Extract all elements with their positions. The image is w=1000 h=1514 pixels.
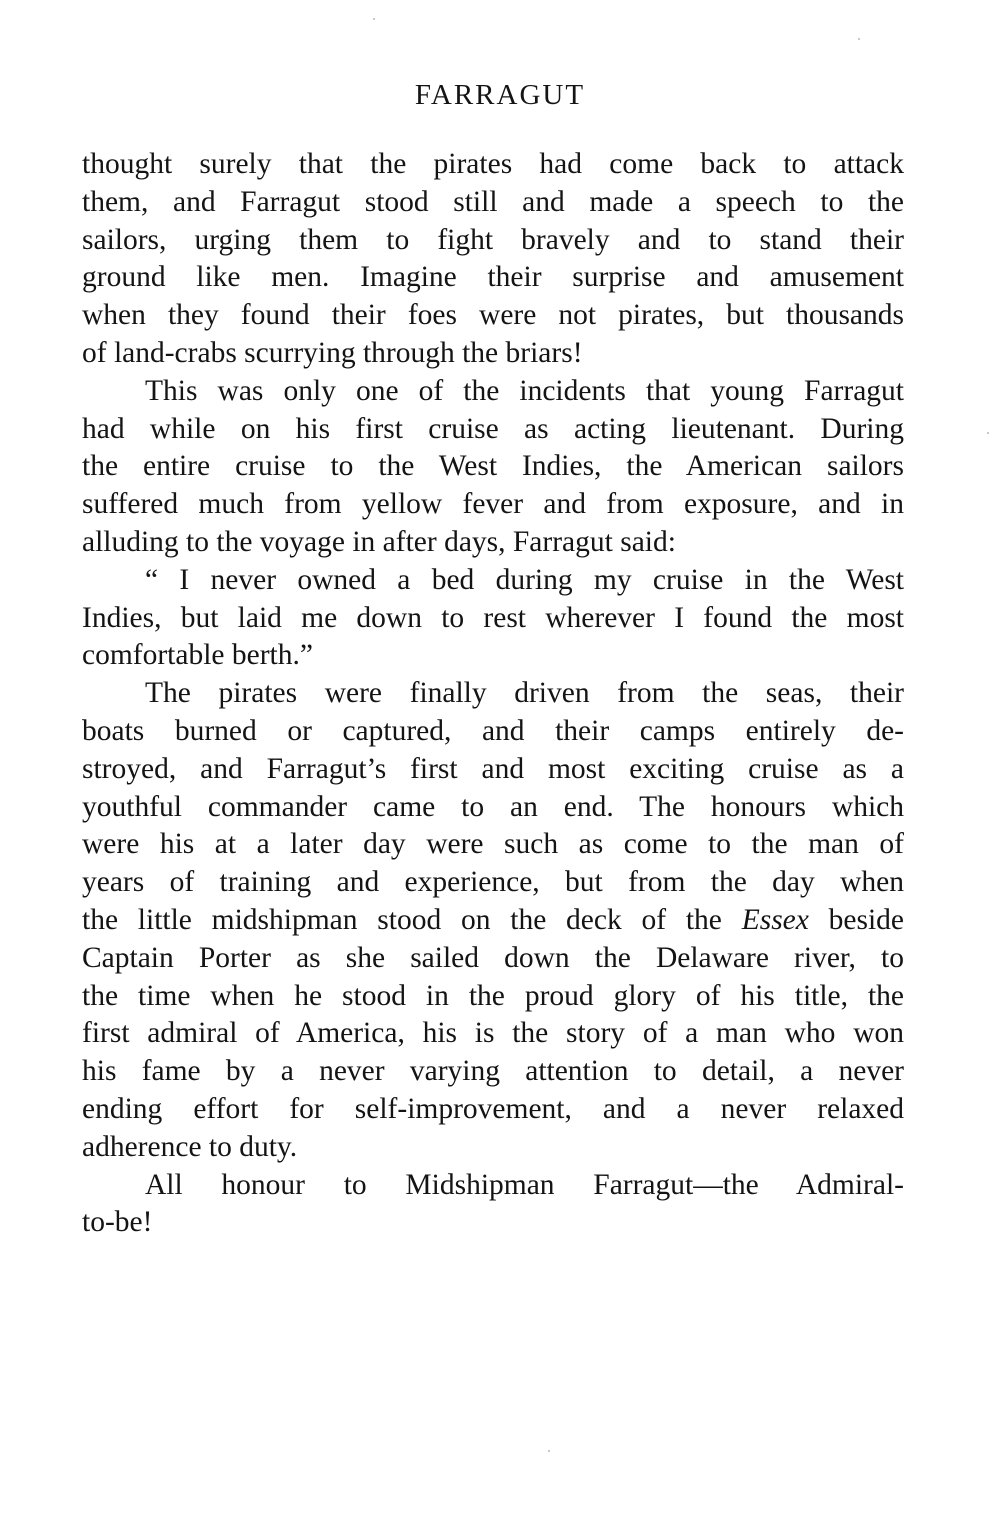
text-line: comfortable berth.” (82, 639, 313, 672)
text-line: first admiral of America, his is the story of a man who won (82, 1017, 904, 1050)
text-line: the time when he stood in the proud glory of his title, the (82, 979, 904, 1012)
text-line: years of training and experience, but from the day when (82, 866, 904, 899)
scan-speck (373, 18, 375, 20)
paragraph-4 (82, 675, 904, 1166)
text-line: thought surely that the pirates had come back to attack (82, 148, 904, 180)
text-line: This was only one of the incidents that young Farragut (145, 374, 904, 407)
scan-speck (858, 38, 860, 40)
text-line: The pirates were finally driven from the seas, their (145, 677, 904, 710)
text-line: suffered much from yellow fever and from exposure, and in (82, 488, 904, 521)
text-line: alluding to the voyage in after days, Farragut said: (82, 525, 676, 558)
text-line: when they found their foes were not pirates, but thousands (82, 299, 904, 332)
text-line-with-ship-name (82, 902, 904, 940)
text-line: youthful commander came to an end. The honours which (82, 790, 904, 823)
text-line: ground like men. Imagine their surprise and amusement (82, 261, 904, 294)
scan-speck (548, 1450, 550, 1452)
text-line: his fame by a never varying attention to detail, a never (82, 1055, 904, 1088)
text-line: had while on his first cruise as acting lieutenant. During (82, 412, 904, 445)
text-segment: the little midshipman stood on the deck of the (82, 903, 722, 936)
running-head: FARRAGUT (414, 79, 586, 111)
paragraph-5 (82, 1167, 904, 1243)
text-line: adherence to duty. (82, 1130, 298, 1163)
text-line: ending effort for self-improvement, and a never relaxed (82, 1092, 904, 1125)
text-line: were his at a later day were such as come to the man of (82, 828, 904, 861)
paragraph-1 (82, 146, 904, 373)
text-line: sailors, urging them to fight bravely and to stand their (82, 223, 904, 256)
text-line: to-be! (82, 1206, 153, 1239)
text-segment: beside (828, 903, 905, 936)
text-line: All honour to Midshipman Farragut—the Admiral- (145, 1168, 904, 1201)
text-line: “ I never owned a bed during my cruise in the West (145, 563, 904, 596)
body-text (82, 146, 904, 1242)
text-line: them, and Farragut stood still and made a speech to the (82, 185, 904, 218)
text-line: the entire cruise to the West Indies, the American sailors (82, 450, 904, 483)
text-line: boats burned or captured, and their camps entirely de- (82, 714, 904, 747)
ship-name-essex: Essex (741, 903, 809, 936)
text-line: of land-crabs scurrying through the briars! (82, 336, 583, 369)
paragraph-3-quote (82, 562, 904, 675)
text-line: stroyed, and Farragut’s first and most exciting cruise as a (82, 752, 904, 785)
text-line: Indies, but laid me down to rest wherever I found the most (82, 601, 904, 634)
scan-speck (987, 432, 989, 434)
text-line: Captain Porter as she sailed down the Delaware river, to (82, 941, 904, 974)
paragraph-2 (82, 373, 904, 562)
